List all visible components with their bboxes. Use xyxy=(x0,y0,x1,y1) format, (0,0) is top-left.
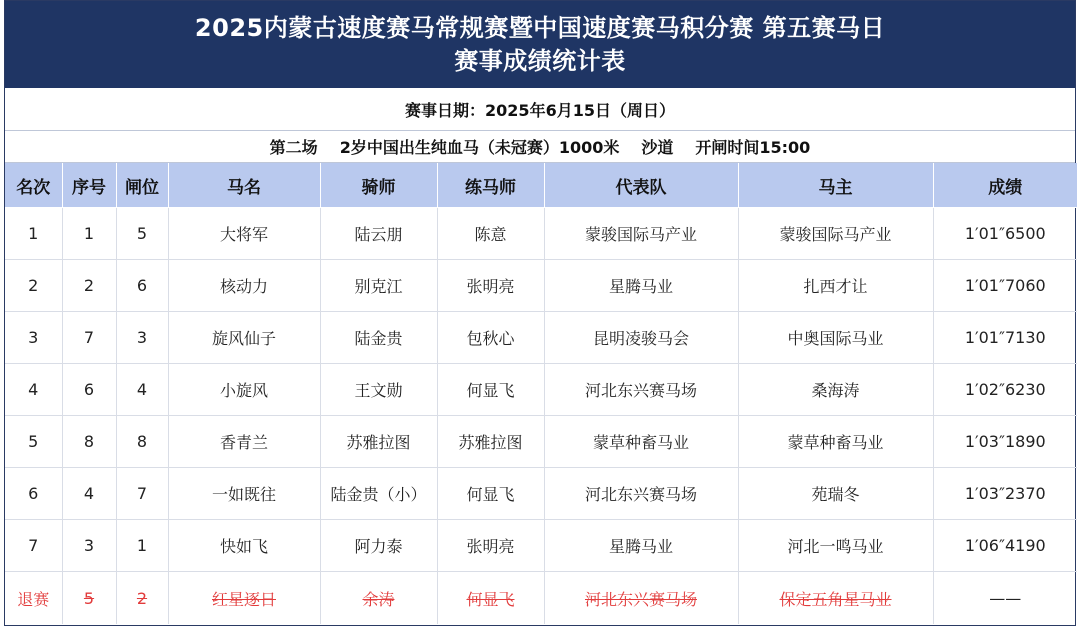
col-number: 序号 xyxy=(62,163,116,208)
table-row xyxy=(5,364,1077,416)
table-row xyxy=(5,416,1077,468)
cell-result: 1′03″2370 xyxy=(933,468,1077,520)
cell-rank: 4 xyxy=(5,364,62,416)
cell-result: 1′02″6230 xyxy=(933,364,1077,416)
col-rank: 名次 xyxy=(5,163,62,208)
cell-owner: 苑瑞冬 xyxy=(738,468,933,520)
cell-gate: 2 xyxy=(116,572,168,625)
cell-jockey: 阿力泰 xyxy=(320,520,437,572)
cell-rank: 7 xyxy=(5,520,62,572)
cell-number: 1 xyxy=(62,208,116,260)
cell-horse: 一如既往 xyxy=(168,468,320,520)
cell-horse: 旋风仙子 xyxy=(168,312,320,364)
cell-result: 1′01″6500 xyxy=(933,208,1077,260)
cell-number: 2 xyxy=(62,260,116,312)
col-owner: 马主 xyxy=(738,163,933,208)
cell-owner: 保定五角星马业 xyxy=(738,572,933,625)
cell-jockey: 苏雅拉图 xyxy=(320,416,437,468)
cell-trainer: 何显飞 xyxy=(437,468,544,520)
cell-horse: 核动力 xyxy=(168,260,320,312)
cell-jockey: 余涛 xyxy=(320,572,437,625)
table-row xyxy=(5,260,1077,312)
race-number: 第二场 xyxy=(269,138,318,157)
cell-number: 6 xyxy=(62,364,116,416)
cell-jockey: 别克江 xyxy=(320,260,437,312)
cell-team: 星腾马业 xyxy=(544,520,738,572)
col-trainer: 练马师 xyxy=(437,163,544,208)
cell-rank: 2 xyxy=(5,260,62,312)
col-horse: 马名 xyxy=(168,163,320,208)
cell-trainer: 包秋心 xyxy=(437,312,544,364)
cell-horse: 小旋风 xyxy=(168,364,320,416)
cell-jockey: 陆云朋 xyxy=(320,208,437,260)
cell-rank: 1 xyxy=(5,208,62,260)
cell-horse: 大将军 xyxy=(168,208,320,260)
cell-number: 8 xyxy=(62,416,116,468)
cell-horse: 快如飞 xyxy=(168,520,320,572)
cell-gate: 3 xyxy=(116,312,168,364)
cell-number: 7 xyxy=(62,312,116,364)
cell-gate: 8 xyxy=(116,416,168,468)
race-track: 沙道 xyxy=(641,138,674,157)
cell-gate: 4 xyxy=(116,364,168,416)
cell-trainer: 张明亮 xyxy=(437,520,544,572)
cell-rank: 6 xyxy=(5,468,62,520)
cell-team: 蒙草种畜马业 xyxy=(544,416,738,468)
cell-number: 5 xyxy=(62,572,116,625)
cell-owner: 河北一鸣马业 xyxy=(738,520,933,572)
race-category: 2岁中国出生纯血马（未冠赛）1000米 xyxy=(339,138,620,157)
table-row xyxy=(5,468,1077,520)
cell-number: 4 xyxy=(62,468,116,520)
cell-result: 1′06″4190 xyxy=(933,520,1077,572)
race-info xyxy=(5,131,1075,163)
cell-gate: 7 xyxy=(116,468,168,520)
cell-result: 1′01″7060 xyxy=(933,260,1077,312)
cell-team: 河北东兴赛马场 xyxy=(544,364,738,416)
cell-rank: 5 xyxy=(5,416,62,468)
cell-gate: 6 xyxy=(116,260,168,312)
results-table xyxy=(5,163,1077,624)
race-date: 赛事日期：2025年6月15日（周日） xyxy=(5,88,1075,131)
cell-owner: 中奥国际马业 xyxy=(738,312,933,364)
cell-trainer: 何显飞 xyxy=(437,572,544,625)
cell-team: 昆明凌骏马会 xyxy=(544,312,738,364)
cell-trainer: 苏雅拉图 xyxy=(437,416,544,468)
sheet-title xyxy=(5,1,1075,88)
col-result: 成绩 xyxy=(933,163,1077,208)
cell-gate: 1 xyxy=(116,520,168,572)
cell-jockey: 王文勋 xyxy=(320,364,437,416)
table-row xyxy=(5,520,1077,572)
cell-number: 3 xyxy=(62,520,116,572)
cell-owner: 扎西才让 xyxy=(738,260,933,312)
cell-team: 河北东兴赛马场 xyxy=(544,468,738,520)
cell-jockey: 陆金贵（小） xyxy=(320,468,437,520)
cell-rank: 退赛 xyxy=(5,572,62,625)
cell-team: 蒙骏国际马产业 xyxy=(544,208,738,260)
cell-trainer: 何显飞 xyxy=(437,364,544,416)
table-row-scratched xyxy=(5,572,1077,625)
title-line-2: 赛事成绩统计表 xyxy=(454,46,626,75)
cell-result: 1′01″7130 xyxy=(933,312,1077,364)
cell-owner: 蒙草种畜马业 xyxy=(738,416,933,468)
cell-trainer: 张明亮 xyxy=(437,260,544,312)
col-gate: 闸位 xyxy=(116,163,168,208)
column-header-row xyxy=(5,163,1077,208)
race-start-time: 开闸时间15:00 xyxy=(695,138,811,157)
cell-result: 1′03″1890 xyxy=(933,416,1077,468)
cell-owner: 蒙骏国际马产业 xyxy=(738,208,933,260)
cell-team: 河北东兴赛马场 xyxy=(544,572,738,625)
table-row xyxy=(5,208,1077,260)
cell-result: —— xyxy=(989,588,1022,608)
col-team: 代表队 xyxy=(544,163,738,208)
results-sheet xyxy=(4,0,1076,626)
cell-owner: 桑海涛 xyxy=(738,364,933,416)
cell-jockey: 陆金贵 xyxy=(320,312,437,364)
cell-horse: 红星逐日 xyxy=(168,572,320,625)
title-line-1: 2025内蒙古速度赛马常规赛暨中国速度赛马积分赛 第五赛马日 xyxy=(194,13,886,42)
table-row xyxy=(5,312,1077,364)
cell-team: 星腾马业 xyxy=(544,260,738,312)
cell-trainer: 陈意 xyxy=(437,208,544,260)
cell-horse: 香青兰 xyxy=(168,416,320,468)
col-jockey: 骑师 xyxy=(320,163,437,208)
cell-rank: 3 xyxy=(5,312,62,364)
cell-gate: 5 xyxy=(116,208,168,260)
